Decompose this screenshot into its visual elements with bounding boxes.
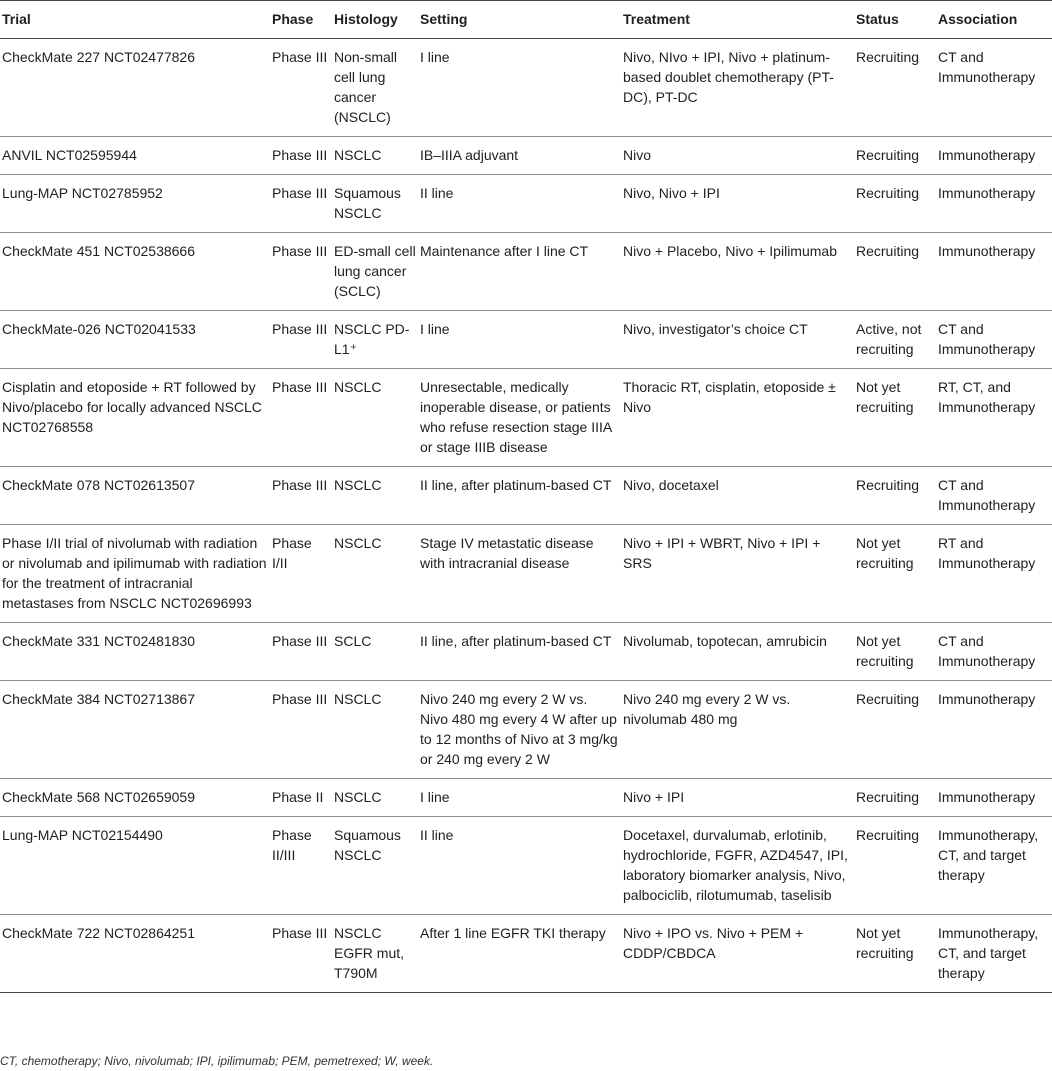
cell-treatment: Nivo 240 mg every 2 W vs. nivolumab 480 mg bbox=[621, 681, 854, 779]
cell-trial: CheckMate 227 NCT02477826 bbox=[0, 39, 270, 137]
cell-phase: Phase III bbox=[270, 39, 332, 137]
cell-association: CT and Immunotherapy bbox=[936, 467, 1052, 525]
cell-treatment: Nivo + Placebo, Nivo + Ipilimumab bbox=[621, 233, 854, 311]
cell-treatment: Docetaxel, durvalumab, erlotinib, hydrochloride, FGFR, AZD4547, IPI, laboratory biomarker analysis, Nivo, palbociclib, rilotumumab, taselisib bbox=[621, 817, 854, 915]
cell-trial: Lung-MAP NCT02785952 bbox=[0, 175, 270, 233]
cell-trial: CheckMate-026 NCT02041533 bbox=[0, 311, 270, 369]
cell-treatment: Thoracic RT, cisplatin, etoposide ± Nivo bbox=[621, 369, 854, 467]
cell-association: RT and Immunotherapy bbox=[936, 525, 1052, 623]
cell-association: Immunotherapy bbox=[936, 137, 1052, 175]
cell-treatment: Nivo, NIvo + IPI, Nivo + platinum-based doublet chemotherapy (PT-DC), PT-DC bbox=[621, 39, 854, 137]
cell-status: Recruiting bbox=[854, 779, 936, 817]
cell-status: Not yet recruiting bbox=[854, 915, 936, 993]
table-row bbox=[0, 681, 1052, 779]
cell-treatment: Nivo + IPO vs. Nivo + PEM + CDDP/CBDCA bbox=[621, 915, 854, 993]
cell-phase: Phase III bbox=[270, 467, 332, 525]
cell-histology: Squamous NSCLC bbox=[332, 817, 418, 915]
table-row bbox=[0, 369, 1052, 467]
cell-treatment: Nivo, docetaxel bbox=[621, 467, 854, 525]
table-row bbox=[0, 817, 1052, 915]
cell-phase: Phase II bbox=[270, 779, 332, 817]
cell-setting: I line bbox=[418, 779, 621, 817]
cell-histology: NSCLC EGFR mut, T790M bbox=[332, 915, 418, 993]
cell-phase: Phase III bbox=[270, 137, 332, 175]
cell-status: Not yet recruiting bbox=[854, 525, 936, 623]
header-status: Status bbox=[854, 1, 936, 39]
cell-status: Not yet recruiting bbox=[854, 623, 936, 681]
cell-setting: II line, after platinum-based CT bbox=[418, 467, 621, 525]
table-row bbox=[0, 137, 1052, 175]
cell-association: Immunotherapy, CT, and target therapy bbox=[936, 915, 1052, 993]
cell-setting: II line bbox=[418, 175, 621, 233]
cell-histology: Squamous NSCLC bbox=[332, 175, 418, 233]
cell-setting: IB–IIIA adjuvant bbox=[418, 137, 621, 175]
cell-trial: CheckMate 384 NCT02713867 bbox=[0, 681, 270, 779]
cell-association: Immunotherapy, CT, and target therapy bbox=[936, 817, 1052, 915]
cell-association: Immunotherapy bbox=[936, 175, 1052, 233]
cell-association: Immunotherapy bbox=[936, 681, 1052, 779]
cell-setting: Stage IV metastatic disease with intracranial disease bbox=[418, 525, 621, 623]
cell-status: Recruiting bbox=[854, 39, 936, 137]
cell-treatment: Nivo, investigator’s choice CT bbox=[621, 311, 854, 369]
cell-trial: Cisplatin and etoposide + RT followed by Nivo/placebo for locally advanced NSCLC NCT02768558 bbox=[0, 369, 270, 467]
cell-trial: CheckMate 451 NCT02538666 bbox=[0, 233, 270, 311]
cell-histology: SCLC bbox=[332, 623, 418, 681]
cell-trial: Lung-MAP NCT02154490 bbox=[0, 817, 270, 915]
cell-phase: Phase III bbox=[270, 233, 332, 311]
cell-trial: CheckMate 078 NCT02613507 bbox=[0, 467, 270, 525]
cell-treatment: Nivolumab, topotecan, amrubicin bbox=[621, 623, 854, 681]
cell-setting: I line bbox=[418, 39, 621, 137]
cell-status: Recruiting bbox=[854, 137, 936, 175]
header-phase: Phase bbox=[270, 1, 332, 39]
cell-association: CT and Immunotherapy bbox=[936, 623, 1052, 681]
header-treatment: Treatment bbox=[621, 1, 854, 39]
cell-phase: Phase III bbox=[270, 369, 332, 467]
cell-status: Not yet recruiting bbox=[854, 369, 936, 467]
cell-treatment: Nivo, Nivo + IPI bbox=[621, 175, 854, 233]
cell-setting: Unresectable, medically inoperable disease, or patients who refuse resection stage IIIA or stage IIIB disease bbox=[418, 369, 621, 467]
header-histology: Histology bbox=[332, 1, 418, 39]
cell-association: CT and Immunotherapy bbox=[936, 311, 1052, 369]
header-association: Association bbox=[936, 1, 1052, 39]
cell-histology: ED-small cell lung cancer (SCLC) bbox=[332, 233, 418, 311]
cell-status: Recruiting bbox=[854, 175, 936, 233]
cell-trial: CheckMate 722 NCT02864251 bbox=[0, 915, 270, 993]
cell-phase: Phase III bbox=[270, 175, 332, 233]
cell-trial: CheckMate 331 NCT02481830 bbox=[0, 623, 270, 681]
table-row bbox=[0, 623, 1052, 681]
table-row bbox=[0, 311, 1052, 369]
table-footnote: CT, chemotherapy; Nivo, nivolumab; IPI, ipilimumab; PEM, pemetrexed; W, week. bbox=[0, 1054, 434, 1068]
cell-status: Recruiting bbox=[854, 817, 936, 915]
cell-phase: Phase II/III bbox=[270, 817, 332, 915]
cell-status: Recruiting bbox=[854, 233, 936, 311]
cell-trial: ANVIL NCT02595944 bbox=[0, 137, 270, 175]
header-setting: Setting bbox=[418, 1, 621, 39]
table-row bbox=[0, 915, 1052, 993]
table-row bbox=[0, 467, 1052, 525]
cell-setting: II line bbox=[418, 817, 621, 915]
header-trial: Trial bbox=[0, 1, 270, 39]
cell-setting: After 1 line EGFR TKI therapy bbox=[418, 915, 621, 993]
cell-treatment: Nivo + IPI bbox=[621, 779, 854, 817]
table-header-row bbox=[0, 1, 1052, 39]
cell-treatment: Nivo + IPI + WBRT, Nivo + IPI + SRS bbox=[621, 525, 854, 623]
cell-status: Recruiting bbox=[854, 467, 936, 525]
cell-phase: Phase III bbox=[270, 915, 332, 993]
cell-setting: Nivo 240 mg every 2 W vs. Nivo 480 mg every 4 W after up to 12 months of Nivo at 3 mg/kg or 240 mg every 2 W bbox=[418, 681, 621, 779]
cell-histology: NSCLC PD-L1⁺ bbox=[332, 311, 418, 369]
cell-status: Active, not recruiting bbox=[854, 311, 936, 369]
cell-histology: NSCLC bbox=[332, 369, 418, 467]
cell-histology: Non-small cell lung cancer (NSCLC) bbox=[332, 39, 418, 137]
table-row bbox=[0, 779, 1052, 817]
cell-status: Recruiting bbox=[854, 681, 936, 779]
cell-phase: Phase I/II bbox=[270, 525, 332, 623]
cell-phase: Phase III bbox=[270, 681, 332, 779]
table-row bbox=[0, 39, 1052, 137]
cell-phase: Phase III bbox=[270, 311, 332, 369]
table-row bbox=[0, 525, 1052, 623]
cell-association: CT and Immunotherapy bbox=[936, 39, 1052, 137]
cell-histology: NSCLC bbox=[332, 525, 418, 623]
cell-treatment: Nivo bbox=[621, 137, 854, 175]
table-row bbox=[0, 175, 1052, 233]
cell-trial: Phase I/II trial of nivolumab with radiation or nivolumab and ipilimumab with radiation for the treatment of intracranial metastases from NSCLC NCT02696993 bbox=[0, 525, 270, 623]
cell-histology: NSCLC bbox=[332, 681, 418, 779]
cell-association: Immunotherapy bbox=[936, 779, 1052, 817]
cell-setting: II line, after platinum-based CT bbox=[418, 623, 621, 681]
cell-setting: Maintenance after I line CT bbox=[418, 233, 621, 311]
cell-histology: NSCLC bbox=[332, 467, 418, 525]
cell-association: RT, CT, and Immunotherapy bbox=[936, 369, 1052, 467]
cell-phase: Phase III bbox=[270, 623, 332, 681]
cell-setting: I line bbox=[418, 311, 621, 369]
table-row bbox=[0, 233, 1052, 311]
cell-histology: NSCLC bbox=[332, 779, 418, 817]
cell-histology: NSCLC bbox=[332, 137, 418, 175]
cell-trial: CheckMate 568 NCT02659059 bbox=[0, 779, 270, 817]
cell-association: Immunotherapy bbox=[936, 233, 1052, 311]
